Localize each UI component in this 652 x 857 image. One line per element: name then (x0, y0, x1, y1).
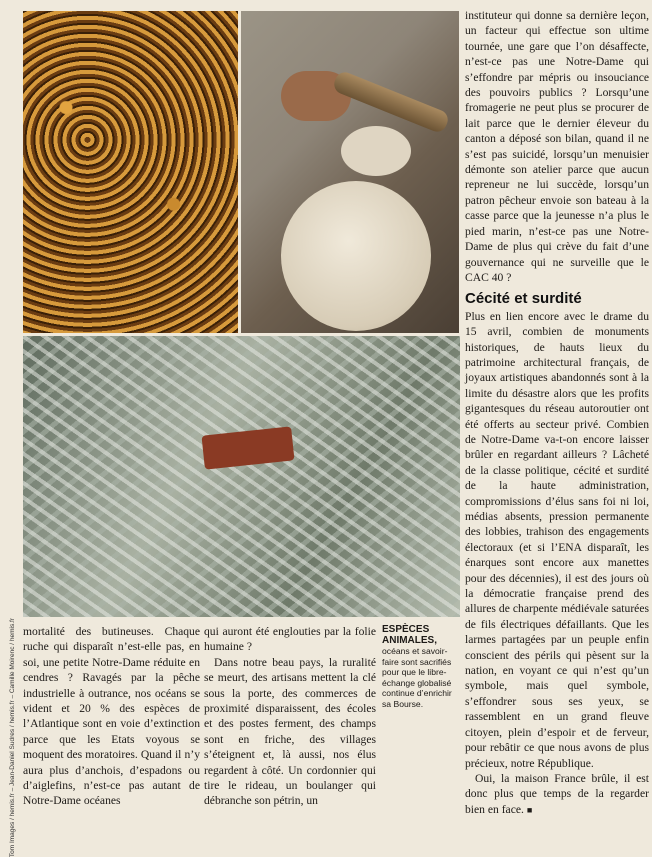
caption-kicker: ESPÈCES ANIMALES, (382, 624, 437, 646)
photo-caption (382, 624, 462, 710)
section-heading: Cécité et surdité (465, 290, 582, 308)
paragraph: instituteur qui donne sa dernière leçon, un facteur qui effectue son ultime tournée, une gare que l’on désaffecte, n’est-ce pas une Notre-Dame qui s’effondre par mépris ou insouciance des pouvoirs publics ? Lorsqu’une fromagerie ne peut plus se procurer de lait parce que le dernier éleveur du canton a déposé son bilan, quand il ne s’est pas suicidé, lorsqu’un menuisier démonte son atelier parce que aucun repreneur ne lui succède, lorsqu’un patron pêcheur envoie son bateau à la casse parce que la jeunesse n’a plus le pied marin, n’est-ce pas une Notre-Dame de plus qui crève du fait d’une gouvernance qui ne surveille que le CAC 40 ? (465, 9, 649, 284)
cheese-making-photo (241, 11, 459, 333)
article-column-b (204, 624, 376, 809)
fish-catch-photo (23, 336, 460, 617)
fish-crate-label (201, 426, 294, 469)
paragraph: mortalité des butineuses. Chaque ruche qui disparaît n’est-elle pas, en soi, une petite Notre-Dame réduite en cendres ? Ravagés par la pêche industrielle à outrance, nos océans se vident et 20 % des espèces de l’Atlantique sont en voie d’extinction parce que les Etats voyous se moquent des moratoires. Quand il n’y aura plus d’anchois, d’espadons ou d’aiglefins, n’est-ce pas autant de Notre-Dame océanes (23, 625, 200, 808)
paragraph: qui auront été englouties par la folie humaine ? (204, 625, 376, 654)
bees-photo (23, 11, 238, 333)
photo-credit: Tom Images / hemis.fr – Jean-Daniel Sudres / hemis.fr – Camille Moirenc / hemis.fr (9, 618, 16, 857)
closing-text: Oui, la maison France brûle, il est donc plus que temps de la regarder bien en face. (465, 771, 649, 816)
article-column-a (23, 624, 200, 809)
large-cheese-disc (281, 181, 431, 331)
paragraph (465, 771, 649, 818)
paragraph: Dans notre beau pays, la ruralité se meurt, des artisans mettent la clé sous la porte, des commerces de proximité disparaissent, des écoles et des postes ferment, des champs sont en friche, des villages s’éteignent et, là aussi, nos élus regardent à côté. Un cordonnier qui tire le rideau, un boulanger qui débranche son pétrin, un (204, 655, 376, 808)
end-mark: ■ (526, 804, 533, 815)
paragraph: Plus en lien encore avec le drame du 15 avril, combien de monuments historiques, de hauts lieux du patrimoine architectural français, de joyaux artistiques abandonnés sont à la limite du désastre alors que les profits gigantesques du réseau autoroutier ont été offerts au secteur privé. Combien de Notre-Dame va-t-on encore laisser brûler en regardant ailleurs ? Lâcheté de la classe politique, cécité et surdité de la haute administration, compromissions d’élus sans foi ni loi, médias absents, pression permanente des lobbies, trahison des engagements électoraux (et si l’ENA disparaît, les énarques sont encore aux manettes pour des décennies), il est des jours où la démocratie française prend des allures de charpente médiévale saturées de fils électriques défaillants. Que les larmes partagées par un peuple enfin conscient des périls qui pèsent sur la nation, en voyant ce qui n’est qu’un symbole, mais quel symbole, s’effondrer sous ses yeux, se rassemblent en un grand fleuve citoyen, plein d’espoir et de ferveur, pour rebâtir ce que nous avons de plus précieux, notre République. (465, 309, 649, 770)
article-column-right (465, 8, 649, 818)
small-cheese-disc (341, 126, 411, 176)
caption-text: océans et savoir-faire sont sacrifiés pour que le libre-échange globalisé continue d’enrichir sa Bourse. (382, 646, 452, 709)
